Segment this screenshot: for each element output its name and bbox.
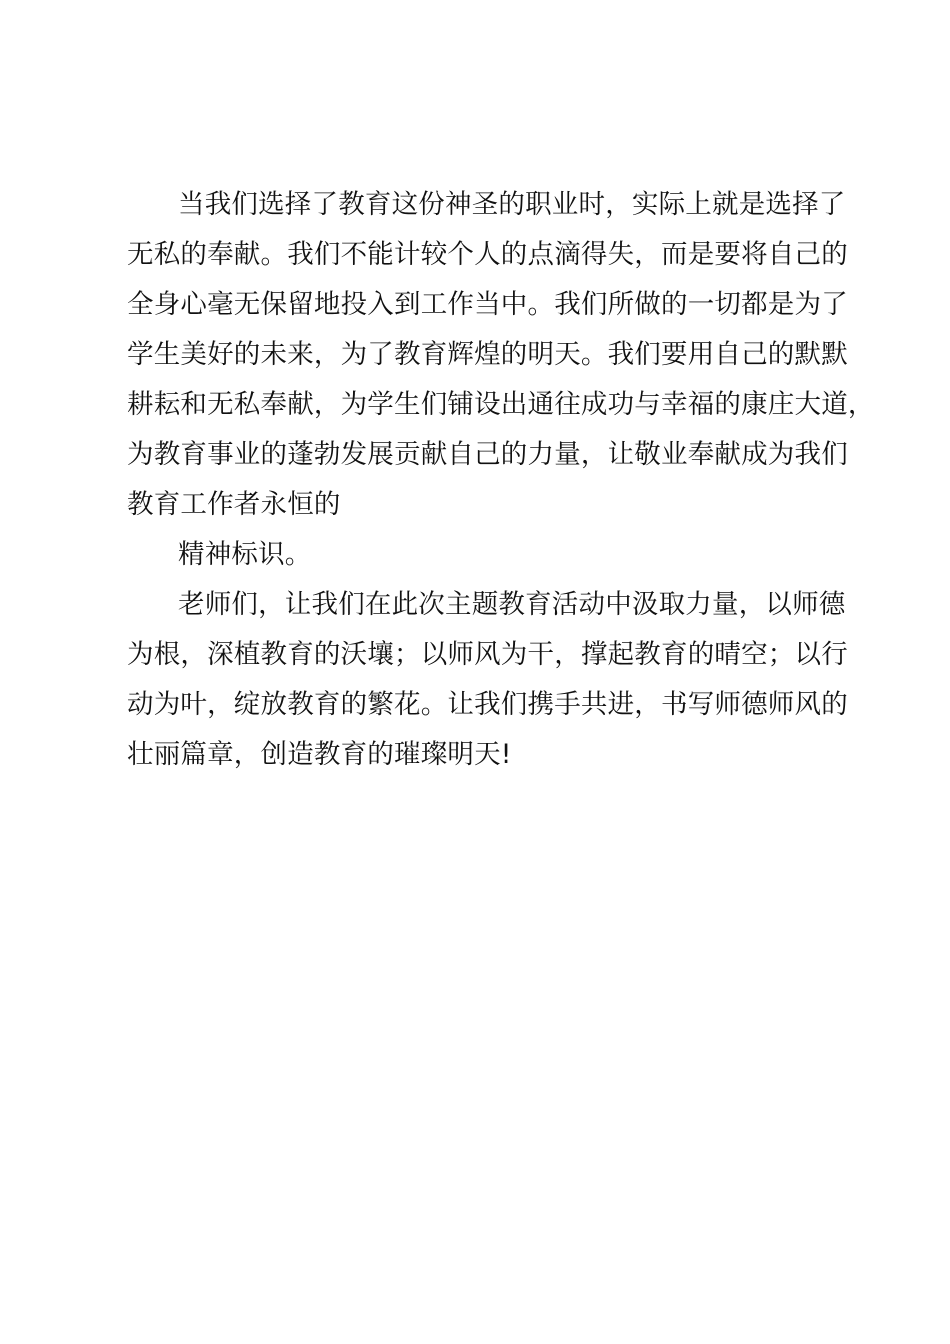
paragraph-3-line-4: 壮丽篇章，创造教育的璀璨明天!	[127, 739, 512, 770]
paragraph-1-line-7: 教育工作者永恒的	[127, 489, 341, 520]
paragraph-2-line-1: 精神标识。	[178, 539, 312, 570]
paragraph-1-line-4: 学生美好的未来，为了教育辉煌的明天。我们要用自己的默默	[127, 339, 848, 370]
paragraph-3-line-2: 为根，深植教育的沃壤；以师风为干，撑起教育的晴空；以行	[127, 639, 848, 670]
paragraph-1-line-2: 无私的奉献。我们不能计较个人的点滴得失，而是要将自己的	[127, 239, 848, 270]
paragraph-3-line-1: 老师们，让我们在此次主题教育活动中汲取力量，以师德	[178, 589, 846, 620]
paragraph-3-line-3: 动为叶，绽放教育的繁花。让我们携手共进，书写师德师风的	[127, 689, 848, 720]
paragraph-1-line-5: 耕耘和无私奉献，为学生们铺设出通往成功与幸福的康庄大道，	[127, 389, 875, 420]
paragraph-1-line-6: 为教育事业的蓬勃发展贡献自己的力量，让敬业奉献成为我们	[127, 439, 848, 470]
paragraph-1-line-1: 当我们选择了教育这份神圣的职业时，实际上就是选择了	[178, 189, 846, 220]
paragraph-1-line-3: 全身心毫无保留地投入到工作当中。我们所做的一切都是为了	[127, 289, 848, 320]
